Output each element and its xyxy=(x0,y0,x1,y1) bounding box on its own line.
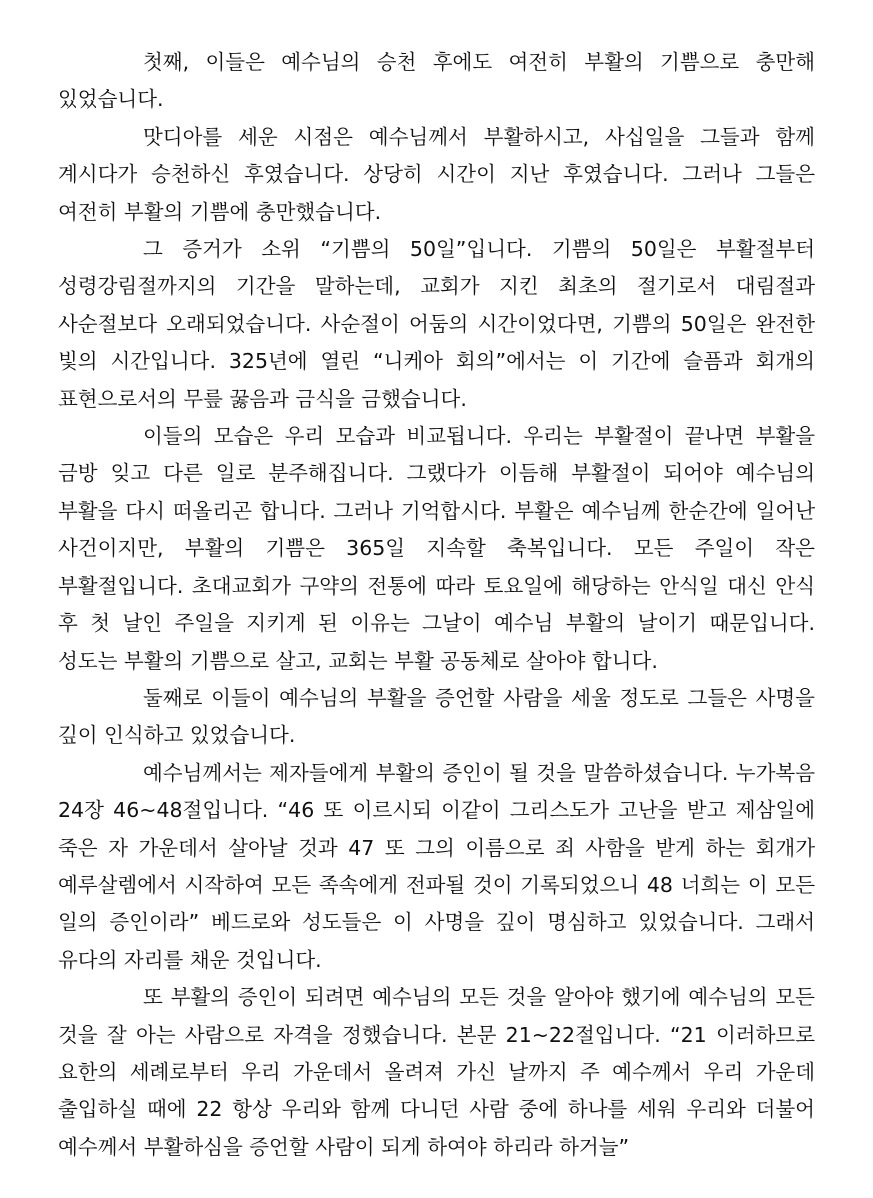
document-body xyxy=(58,44,815,1166)
paragraph-4: 이들의 모습은 우리 모습과 비교됩니다. 우리는 부활절이 끝나면 부활을 금방 잊고 다른 일로 분주해집니다. 그랬다가 이듬해 부활절이 되어야 예수님의 부활을 다시 떠올리곤 합니다. 그러나 기억합시다. 부활은 예수님께 한순간에 일어난 사건이지만, 부활의 기쁨은 365일 지속할 축복입니다. 모든 주일이 작은 부활절입니다. 초대교회가 구약의 전통에 따라 토요일에 해당하는 안식일 대신 안식 후 첫 날인 주일을 지키게 된 이유는 그날이 예수님 부활의 날이기 때문입니다. 성도는 부활의 기쁨으로 살고, 교회는 부활 공동체로 살아야 합니다. xyxy=(58,424,815,673)
paragraph-3: 그 증거가 소위 “기쁨의 50일”입니다. 기쁨의 50일은 부활절부터 성령강림절까지의 기간을 말하는데, 교회가 지킨 최초의 절기로서 대림절과 사순절보다 오래되었습니다. 사순절이 어둠의 시간이었다면, 기쁨의 50일은 완전한 빛의 시간입니다. 325년에 열린 “니케아 회의”에서는 이 기간에 슬픔과 회개의 표현으로서의 무릎 꿇음과 금식을 금했습니다. xyxy=(58,237,815,411)
paragraph-2: 맛디아를 세운 시점은 예수님께서 부활하시고, 사십일을 그들과 함께 계시다가 승천하신 후였습니다. 상당히 시간이 지난 후였습니다. 그러나 그들은 여전히 부활의 기쁨에 충만했습니다. xyxy=(58,124,815,224)
paragraph-6: 예수님께서는 제자들에게 부활의 증인이 될 것을 말씀하셨습니다. 누가복음 24장 46~48절입니다. “46 또 이르시되 이같이 그리스도가 고난을 받고 제삼일에 죽은 자 가운데서 살아날 것과 47 또 그의 이름으로 죄 사함을 받게 하는 회개가 예루살렘에서 시작하여 모든 족속에게 전파될 것이 기록되었으니 48 너희는 이 모든 일의 증인이라” 베드로와 성도들은 이 사명을 깊이 명심하고 있었습니다. 그래서 유다의 자리를 채운 것입니다. xyxy=(58,760,815,972)
paragraph-5: 둘째로 이들이 예수님의 부활을 증언할 사람을 세울 정도로 그들은 사명을 깊이 인식하고 있었습니다. xyxy=(58,685,815,748)
paragraph-7: 또 부활의 증인이 되려면 예수님의 모든 것을 알아야 했기에 예수님의 모든 것을 잘 아는 사람으로 자격을 정했습니다. 본문 21~22절입니다. “21 이러하므로 요한의 세례로부터 우리 가운데서 올려져 가신 날까지 주 예수께서 우리 가운데 출입하실 때에 22 항상 우리와 함께 다니던 사람 중에 하나를 세워 우리와 더불어 예수께서 부활하심을 증언할 사람이 되게 하여야 하리라 하거늘” xyxy=(58,985,815,1159)
paragraph-1: 첫째, 이들은 예수님의 승천 후에도 여전히 부활의 기쁨으로 충만해 있었습니다. xyxy=(58,50,815,112)
